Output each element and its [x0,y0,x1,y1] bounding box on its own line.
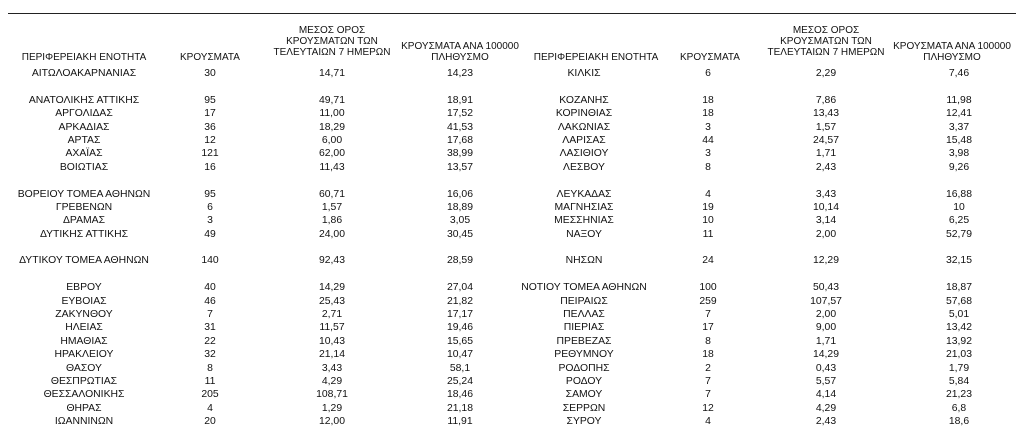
cell-avg7: 60,71 [318,188,345,200]
cell-region: ΝΑΞΟΥ [566,228,602,240]
cell-avg7: 50,43 [812,282,839,294]
cell-per100k: 18,87 [945,282,972,294]
table-row [0,201,512,214]
cell-region: ΑΡΓΟΛΙΔΑΣ [55,108,113,120]
cell-region: ΣΑΜΟΥ [565,389,603,401]
table-row [0,375,512,388]
cell-cases: 6 [207,201,213,213]
cell-per100k: 32,15 [945,255,972,267]
cell-per100k: 15,65 [446,335,473,347]
cell-region: ΑΝΑΤΟΛΙΚΗΣ ΑΤΤΙΚΗΣ [28,94,140,106]
cell-avg7: 6,00 [321,134,343,146]
cell-cases: 11 [204,375,216,387]
table-row [512,295,1024,308]
cell-cases: 205 [201,389,219,401]
header-cases: ΚΡΟΥΣΜΑΤΑ [680,52,740,63]
cell-region: ΜΕΣΣΗΝΙΑΣ [554,215,614,227]
cell-cases: 7 [705,309,711,321]
cell-cases: 17 [702,322,714,334]
cell-avg7: 1,57 [321,201,343,213]
cell-avg7: 2,71 [321,309,343,321]
header-avg7: ΜΕΣΟΣ ΟΡΟΣ ΚΡΟΥΣΜΑΤΩΝ ΤΩΝ ΤΕΛΕΥΤΑΙΩΝ 7 ΗΜΕΡΩΝ [273,25,391,58]
table-row [512,254,1024,267]
cell-cases: 3 [207,215,213,227]
cell-avg7: 12,29 [812,255,839,267]
cell-avg7: 14,29 [812,349,839,361]
cell-avg7: 2,43 [815,416,837,428]
table-row [0,94,512,107]
cell-per100k: 7,46 [948,68,970,79]
cell-cases: 7 [207,309,213,321]
table-row [0,295,512,308]
cell-region: ΣΕΡΡΩΝ [562,402,606,414]
cell-cases: 100 [699,282,717,294]
cell-avg7: 2,00 [815,228,837,240]
cell-avg7: 2,43 [815,161,837,173]
cell-avg7: 11,00 [319,108,345,120]
cell-region: ΔΥΤΙΚΗΣ ΑΤΤΙΚΗΣ [39,228,129,240]
cell-per100k: 13,92 [945,335,972,347]
cell-region: ΝΗΣΩΝ [565,255,603,267]
cell-avg7: 2,29 [815,68,837,79]
cell-avg7: 18,29 [318,121,345,133]
cell-avg7: 3,14 [815,215,837,227]
table-row [512,161,1024,174]
cell-per100k: 21,18 [446,402,473,414]
cell-cases: 22 [204,335,216,347]
cell-avg7: 49,71 [318,94,345,106]
cell-cases: 17 [204,108,216,120]
header-per100k: ΚΡΟΥΣΜΑΤΑ ΑΝΑ 100000 ΠΛΗΘΥΣΜΟ [401,41,519,63]
cell-per100k: 18,6 [948,416,970,428]
header-cases: ΚΡΟΥΣΜΑΤΑ [180,52,240,63]
cell-cases: 16 [204,161,216,173]
table-row [512,348,1024,361]
cell-per100k: 6,8 [951,402,967,414]
cell-avg7: 10,14 [812,201,839,213]
cell-per100k: 9,26 [948,161,970,173]
cell-per100k: 21,23 [945,389,972,401]
cell-avg7: 11,57 [319,322,345,334]
cell-per100k: 57,68 [945,295,972,307]
table-row [0,147,512,160]
cell-cases: 12 [204,134,216,146]
cell-region: ΡΟΔΟΥ [565,375,603,387]
cell-avg7: 1,71 [815,148,837,160]
table-row [512,415,1024,428]
table-row [0,67,512,80]
cell-cases: 7 [705,389,711,401]
table-row [512,388,1024,401]
cell-cases: 6 [705,68,711,79]
table-row [0,388,512,401]
cell-cases: 95 [204,188,216,200]
table-row [0,362,512,375]
cell-cases: 12 [702,402,714,414]
cell-region: ΑΡΤΑΣ [67,134,101,146]
table-row [512,281,1024,294]
cell-per100k: 58,1 [449,362,471,374]
table-row [0,321,512,334]
cell-per100k: 41,53 [446,121,473,133]
cell-avg7: 2,00 [815,309,837,321]
cell-region: ΚΙΛΚΙΣ [567,68,601,79]
cell-region: ΡΕΘΥΜΝΟΥ [554,349,614,361]
cell-region: ΠΕΛΛΑΣ [563,309,605,321]
cell-per100k: 5,01 [948,309,970,321]
cell-region: ΑΧΑΪΑΣ [65,148,103,160]
cell-region: ΛΑΡΙΣΑΣ [562,134,606,146]
table-row [0,161,512,174]
cell-per100k: 17,68 [446,134,473,146]
cell-region: ΑΡΚΑΔΙΑΣ [58,121,110,133]
cell-region: ΘΕΣΠΡΩΤΙΑΣ [50,375,118,387]
cell-per100k: 19,46 [446,322,473,334]
cell-per100k: 18,46 [446,389,473,401]
cell-per100k: 30,45 [446,228,473,240]
cell-cases: 44 [702,134,714,146]
table-row [0,134,512,147]
cell-per100k: 11,91 [447,416,473,428]
cell-region: ΣΥΡΟΥ [566,416,602,428]
rows-right [512,67,1024,429]
cell-avg7: 0,43 [815,362,837,374]
cell-region: ΔΥΤΙΚΟΥ ΤΟΜΕΑ ΑΘΗΝΩΝ [19,255,149,267]
cell-avg7: 7,86 [815,94,837,106]
rows-left [0,67,512,429]
cell-avg7: 1,71 [815,335,837,347]
cell-avg7: 62,00 [318,148,345,160]
cell-cases: 3 [705,121,711,133]
table-row [0,402,512,415]
cell-region: ΖΑΚΥΝΘΟΥ [55,309,113,321]
cell-region: ΘΗΡΑΣ [66,402,102,414]
cell-cases: 8 [207,362,213,374]
header-region: ΠΕΡΙΦΕΡΕΙΑΚΗ ΕΝΟΤΗΤΑ [21,52,147,63]
cell-cases: 18 [702,94,714,106]
cell-avg7: 12,00 [318,416,345,428]
cell-cases: 95 [204,94,216,106]
cell-cases: 20 [204,416,216,428]
cell-avg7: 1,86 [321,215,343,227]
cell-cases: 46 [204,295,216,307]
cell-per100k: 25,24 [446,375,473,387]
cell-cases: 7 [705,375,711,387]
cell-region: ΠΕΙΡΑΙΩΣ [560,295,608,307]
cell-per100k: 10,47 [446,349,473,361]
cell-cases: 24 [702,255,714,267]
header-per100k: ΚΡΟΥΣΜΑΤΑ ΑΝΑ 100000 ΠΛΗΘΥΣΜΟ [893,41,1011,63]
table-row [512,134,1024,147]
cell-per100k: 3,05 [449,215,471,227]
cell-cases: 10 [702,215,714,227]
cell-region: ΕΥΒΟΙΑΣ [61,295,107,307]
cell-region: ΛΑΚΩΝΙΑΣ [557,121,611,133]
cell-per100k: 12,41 [945,108,972,120]
cell-avg7: 25,43 [318,295,345,307]
cell-region: ΝΟΤΙΟΥ ΤΟΜΕΑ ΑΘΗΝΩΝ [521,282,647,294]
cell-per100k: 10 [953,201,965,213]
table-row [0,228,512,241]
cell-per100k: 28,59 [446,255,473,267]
cell-per100k: 18,89 [446,201,473,213]
cell-cases: 18 [702,349,714,361]
cell-region: ΓΡΕΒΕΝΩΝ [55,201,113,213]
cell-cases: 140 [201,255,219,267]
cell-avg7: 11,43 [319,161,345,173]
table-row [512,107,1024,120]
table-row [512,214,1024,227]
cell-avg7: 4,29 [321,375,343,387]
cell-per100k: 3,98 [948,148,970,160]
cell-per100k: 13,57 [446,161,473,173]
cell-cases: 49 [204,228,216,240]
cell-per100k: 17,17 [446,309,473,321]
cell-cases: 4 [207,402,213,414]
header-region: ΠΕΡΙΦΕΡΕΙΑΚΗ ΕΝΟΤΗΤΑ [533,52,659,63]
table-row [512,375,1024,388]
cell-avg7: 4,14 [815,389,837,401]
cell-per100k: 16,88 [945,188,972,200]
cell-per100k: 16,06 [446,188,473,200]
cell-region: ΠΙΕΡΙΑΣ [563,322,605,334]
cell-region: ΗΛΕΙΑΣ [65,322,103,334]
cell-region: ΕΒΡΟΥ [66,282,102,294]
cell-avg7: 21,14 [318,349,345,361]
cell-per100k: 5,84 [948,375,970,387]
cell-region: ΡΟΔΟΠΗΣ [558,362,610,374]
table-row [0,308,512,321]
table-row [512,308,1024,321]
cell-avg7: 3,43 [815,188,837,200]
cell-avg7: 14,29 [318,282,345,294]
cell-region: ΗΡΑΚΛΕΙΟΥ [54,349,114,361]
cell-avg7: 3,43 [321,362,343,374]
table-row [0,107,512,120]
cell-per100k: 38,99 [446,148,473,160]
table-row [512,201,1024,214]
cell-per100k: 17,52 [446,108,473,120]
cell-per100k: 1,79 [948,362,970,374]
table-right-half [512,0,1024,436]
cell-per100k: 13,42 [945,322,972,334]
cell-avg7: 1,29 [321,402,343,414]
table-row [512,67,1024,80]
cell-per100k: 3,37 [948,121,970,133]
cell-region: ΘΕΣΣΑΛΟΝΙΚΗΣ [43,389,125,401]
cell-region: ΒΟΡΕΙΟΥ ΤΟΜΕΑ ΑΘΗΝΩΝ [17,188,151,200]
cell-region: ΒΟΙΩΤΙΑΣ [59,161,109,173]
cell-avg7: 13,43 [812,108,839,120]
cell-avg7: 24,00 [318,228,345,240]
cell-avg7: 14,71 [318,68,345,79]
table-row [0,281,512,294]
cell-cases: 19 [702,201,714,213]
cell-per100k: 6,25 [948,215,970,227]
cell-region: ΛΕΣΒΟΥ [563,161,605,173]
header-avg7: ΜΕΣΟΣ ΟΡΟΣ ΚΡΟΥΣΜΑΤΩΝ ΤΩΝ ΤΕΛΕΥΤΑΙΩΝ 7 ΗΜΕΡΩΝ [767,25,885,58]
cell-avg7: 10,43 [318,335,345,347]
cell-avg7: 9,00 [815,322,837,334]
cell-avg7: 107,57 [810,295,842,307]
cell-cases: 3 [705,148,711,160]
table-row [0,335,512,348]
cell-avg7: 5,57 [815,375,837,387]
table-row [512,402,1024,415]
cell-cases: 8 [705,161,711,173]
cell-region: ΚΟΖΑΝΗΣ [559,94,609,106]
table-row [512,121,1024,134]
cell-per100k: 15,48 [945,134,972,146]
table-row [512,362,1024,375]
cell-region: ΚΟΡΙΝΘΙΑΣ [555,108,613,120]
table-row [0,121,512,134]
cell-per100k: 21,03 [945,349,972,361]
cell-region: ΗΜΑΘΙΑΣ [60,335,108,347]
cell-per100k: 18,91 [446,94,473,106]
table-row [0,348,512,361]
cell-per100k: 52,79 [945,228,972,240]
cell-cases: 259 [699,295,717,307]
cell-avg7: 24,57 [812,134,839,146]
table-row [0,188,512,201]
cell-region: ΘΑΣΟΥ [66,362,102,374]
cell-cases: 31 [204,322,216,334]
cell-region: ΛΕΥΚΑΔΑΣ [556,188,612,200]
table-row [512,94,1024,107]
cell-avg7: 92,43 [318,255,345,267]
table-row [0,415,512,428]
cell-per100k: 21,82 [446,295,473,307]
cell-per100k: 11,98 [946,94,972,106]
table-row [512,335,1024,348]
table-row [512,147,1024,160]
cell-region: ΠΡΕΒΕΖΑΣ [556,335,612,347]
table-row [512,188,1024,201]
cell-cases: 121 [201,148,219,160]
cell-cases: 4 [705,188,711,200]
cell-cases: 18 [702,108,714,120]
cell-cases: 36 [204,121,216,133]
cell-cases: 8 [705,335,711,347]
cell-avg7: 4,29 [815,402,837,414]
cell-region: ΙΩΑΝΝΙΝΩΝ [54,416,114,428]
cell-cases: 4 [705,416,711,428]
cell-region: ΑΙΤΩΛΟΑΚΑΡΝΑΝΙΑΣ [31,68,137,79]
cell-cases: 40 [204,282,216,294]
cell-region: ΔΡΑΜΑΣ [62,215,106,227]
cell-cases: 32 [204,349,216,361]
table-row [512,228,1024,241]
cell-avg7: 108,71 [316,389,348,401]
cell-cases: 30 [204,68,216,79]
cell-per100k: 27,04 [446,282,473,294]
table-row [0,254,512,267]
cell-region: ΜΑΓΝΗΣΙΑΣ [554,201,614,213]
table-row [512,321,1024,334]
cell-cases: 2 [705,362,711,374]
table-row [0,214,512,227]
cell-region: ΛΑΣΙΘΙΟΥ [559,148,609,160]
cell-avg7: 1,57 [815,121,837,133]
cell-cases: 11 [702,228,714,240]
cell-per100k: 14,23 [446,68,473,79]
